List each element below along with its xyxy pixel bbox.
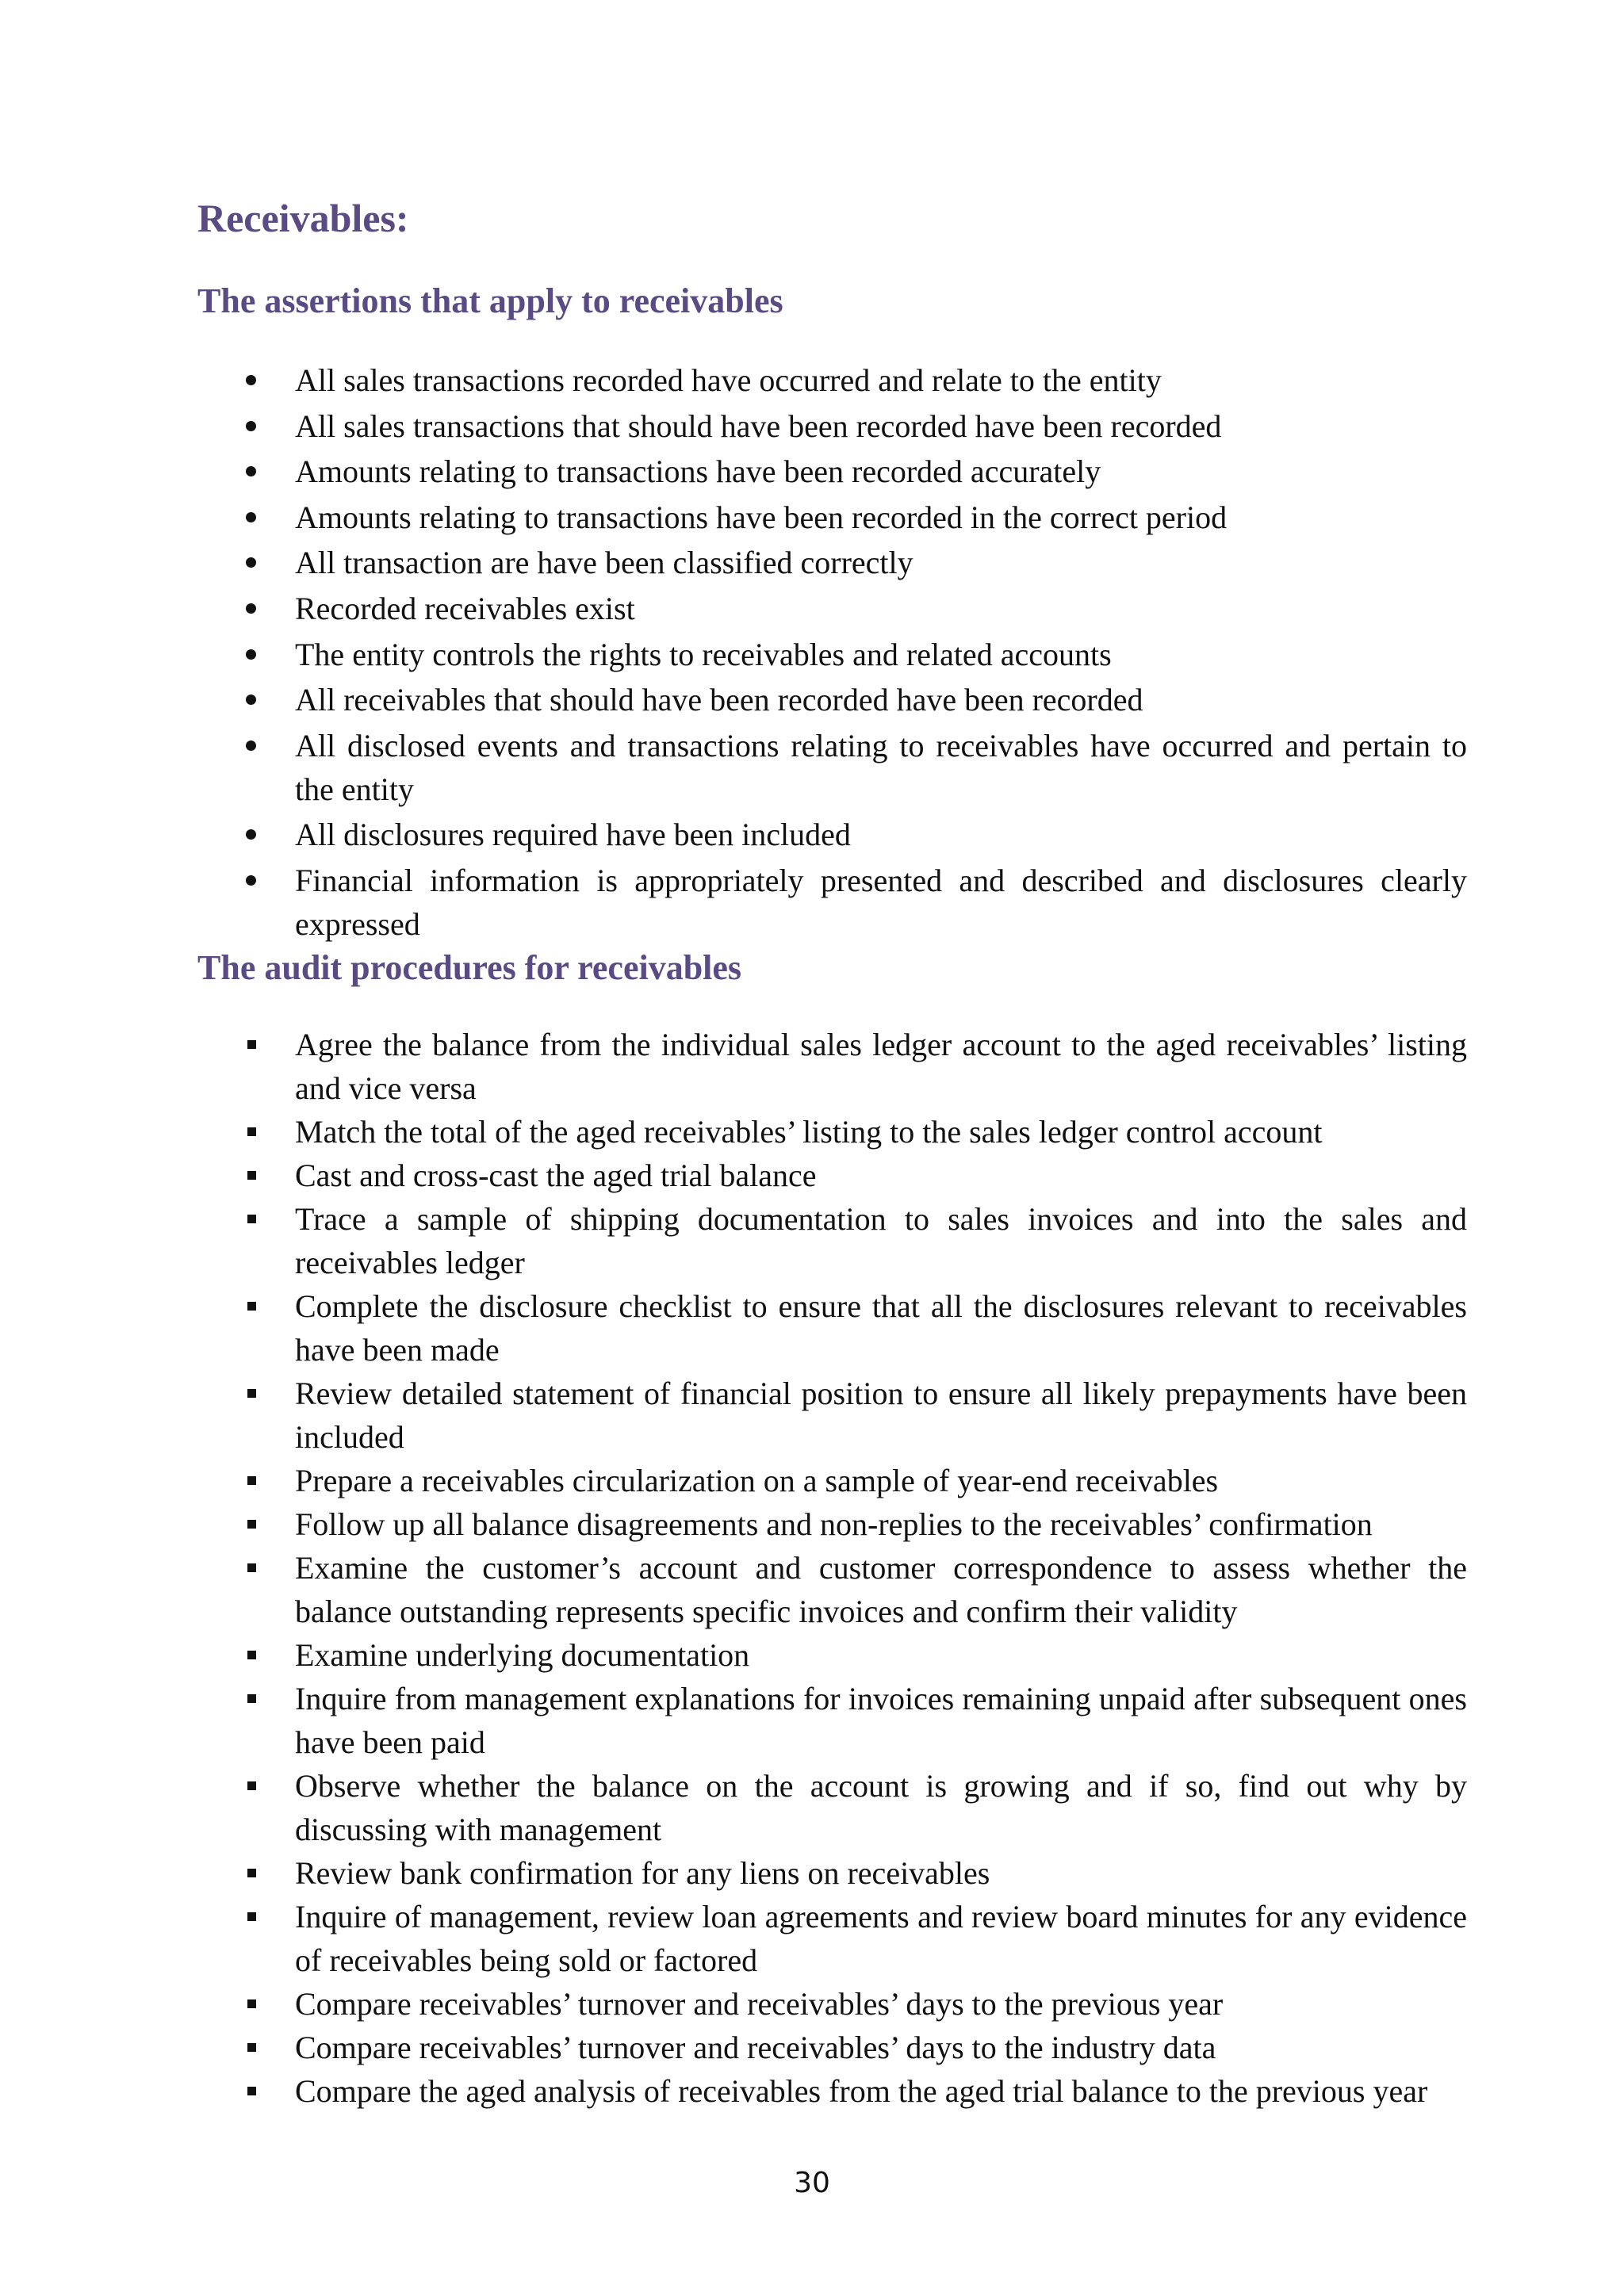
assertion-item [0,813,1467,856]
section-heading: Receivables: [197,196,409,240]
procedures-heading: The audit procedures for receivables [197,948,742,987]
assertions-list [0,358,1624,948]
bullet-dot-icon [246,496,256,539]
bullet-square-icon [246,1895,256,1938]
assertion-text: All receivables that should have been recorded have been recorded [295,682,1143,718]
procedures-list [0,1023,1624,2113]
assertion-item [0,404,1467,448]
assertion-text: All sales transactions that should have been recorded have been recorded [295,408,1222,444]
bullet-dot-icon [246,813,256,856]
procedure-text: Review bank confirmation for any liens on receivables [295,1855,990,1891]
procedure-text: Compare receivables’ turnover and receivables’ days to the previous year [295,1986,1224,2022]
bullet-square-icon [246,1764,256,1808]
procedure-text: Observe whether the balance on the account is growing and if so, find out why by discussing with management [295,1768,1467,1847]
procedure-item [0,1197,1467,1284]
procedure-item [0,1851,1467,1895]
bullet-dot-icon [246,859,256,902]
assertion-item [0,358,1467,402]
assertion-text: All sales transactions recorded have occurred and relate to the entity [295,362,1162,398]
assertion-item [0,633,1467,676]
assertion-text: Amounts relating to transactions have been recorded in the correct period [295,499,1228,535]
procedure-item [0,1502,1467,1546]
assertion-item [0,496,1467,539]
bullet-dot-icon [246,633,256,676]
bullet-square-icon [246,1851,256,1895]
procedure-text: Examine the customer’s account and customer correspondence to assess whether the balance outstanding represents specific invoices and confirm their validity [295,1550,1467,1629]
procedure-text: Cast and cross-cast the aged trial balance [295,1158,817,1193]
procedure-item [0,1546,1467,1633]
assertion-item [0,541,1467,584]
procedure-text: Prepare a receivables circularization on a sample of year-end receivables [295,1463,1219,1498]
bullet-square-icon [246,2069,256,2113]
bullet-dot-icon [246,678,256,721]
procedure-text: Compare receivables’ turnover and receivables’ days to the industry data [295,2030,1216,2065]
procedure-item [0,2069,1467,2113]
assertion-text: Recorded receivables exist [295,590,635,626]
assertion-text: All disclosures required have been included [295,817,851,853]
bullet-square-icon [246,1677,256,1720]
procedure-item [0,1764,1467,1851]
procedure-item [0,2026,1467,2069]
assertion-text: The entity controls the rights to receivables and related accounts [295,636,1112,672]
bullet-dot-icon [246,358,256,402]
bullet-square-icon [246,1372,256,1415]
procedure-text: Inquire of management, review loan agreements and review board minutes for any evidence of receivables being sold or factored [295,1899,1467,1978]
procedure-item [0,1895,1467,1982]
bullet-square-icon [246,1459,256,1502]
assertion-item [0,678,1467,721]
assertion-text: Financial information is appropriately presented and described and disclosures clearly expressed [295,862,1467,942]
assertion-text: All transaction are have been classified correctly [295,545,914,581]
procedure-item [0,1633,1467,1677]
page-number: 30 [794,2167,830,2199]
procedure-text: Complete the disclosure checklist to ensure that all the disclosures relevant to receivables have been made [295,1288,1467,1368]
procedure-text: Compare the aged analysis of receivables from the aged trial balance to the previous year [295,2073,1428,2109]
bullet-square-icon [246,1546,256,1590]
procedure-item [0,1982,1467,2026]
procedure-item [0,1023,1467,1110]
procedure-text: Examine underlying documentation [295,1637,750,1673]
bullet-square-icon [246,1197,256,1241]
bullet-square-icon [246,1633,256,1677]
bullet-dot-icon [246,587,256,630]
bullet-dot-icon [246,541,256,584]
assertion-text: Amounts relating to transactions have been recorded accurately [295,453,1101,490]
assertions-heading: The assertions that apply to receivables [197,281,783,320]
assertion-item [0,587,1467,630]
procedure-item [0,1677,1467,1764]
assertion-item [0,450,1467,493]
assertion-item [0,724,1467,811]
bullet-square-icon [246,2026,256,2069]
bullet-square-icon [246,1502,256,1546]
procedure-text: Match the total of the aged receivables’ listing to the sales ledger control account [295,1114,1323,1150]
bullet-square-icon [246,1284,256,1328]
bullet-square-icon [246,1023,256,1066]
bullet-dot-icon [246,450,256,493]
procedure-item [0,1154,1467,1197]
procedure-text: Review detailed statement of financial position to ensure all likely prepayments have been included [295,1376,1467,1455]
bullet-dot-icon [246,404,256,448]
assertion-item [0,859,1467,946]
bullet-square-icon [246,1982,256,2026]
bullet-square-icon [246,1110,256,1154]
procedure-item [0,1372,1467,1459]
procedure-item [0,1459,1467,1502]
assertion-text: All disclosed events and transactions relating to receivables have occurred and pertain to the entity [295,727,1467,807]
procedure-text: Inquire from management explanations for invoices remaining unpaid after subsequent ones have been paid [295,1681,1467,1760]
bullet-square-icon [246,1154,256,1197]
procedure-text: Agree the balance from the individual sales ledger account to the aged receivables’ listing and vice versa [295,1027,1467,1106]
procedure-text: Follow up all balance disagreements and non-replies to the receivables’ confirmation [295,1506,1373,1542]
procedure-item [0,1110,1467,1154]
bullet-dot-icon [246,724,256,767]
procedure-item [0,1284,1467,1372]
procedure-text: Trace a sample of shipping documentation to sales invoices and into the sales and receivables ledger [295,1201,1467,1280]
